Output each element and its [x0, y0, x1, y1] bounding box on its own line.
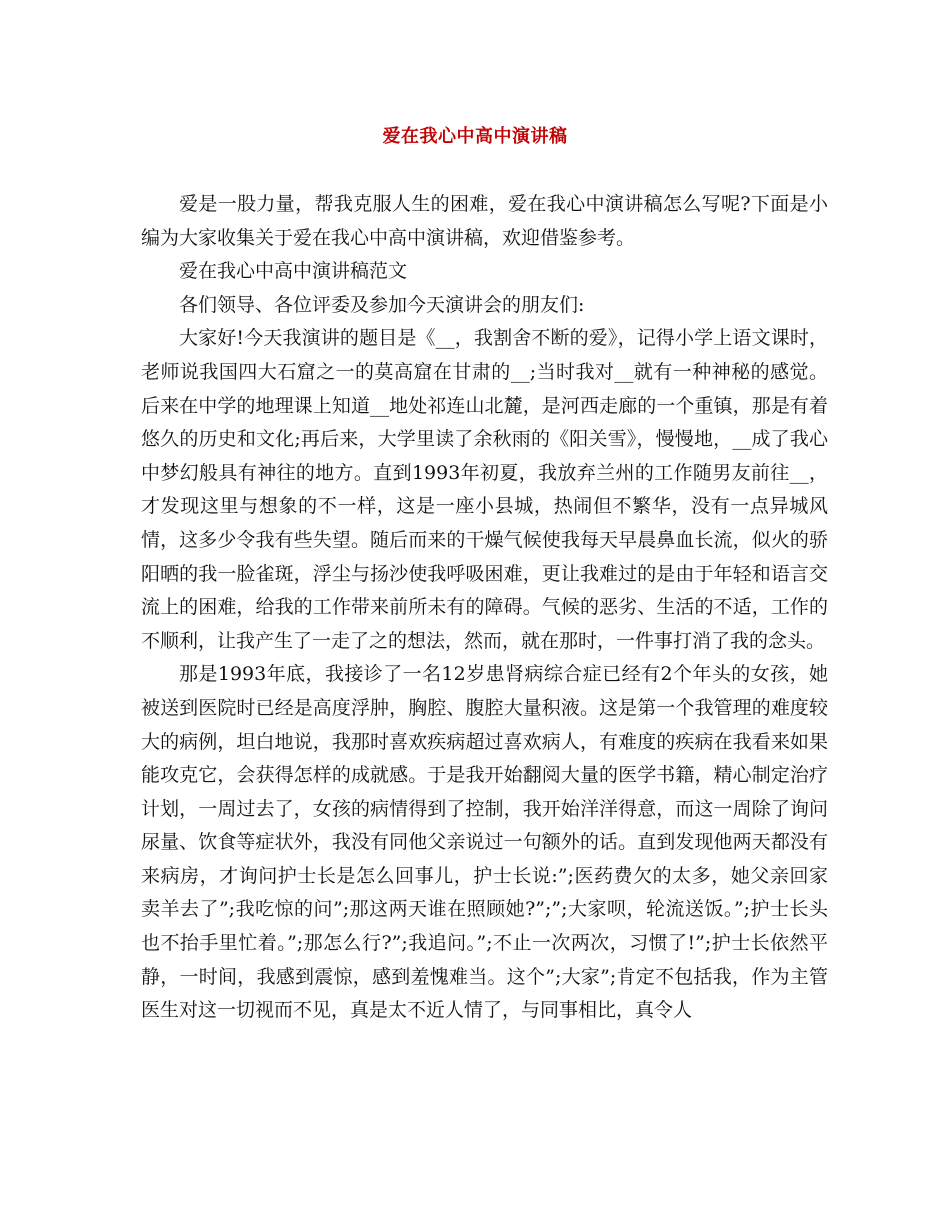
paragraph-subtitle: 爱在我心中高中演讲稿范文 — [179, 260, 408, 283]
paragraph-intro: 爱是一股力量，帮我克服人生的困难，爱在我心中演讲稿怎么写呢?下面是小编为大家收集关于爱在我心中高中演讲稿，欢迎借鉴参考。 — [141, 193, 828, 249]
document-title: 爱在我心中高中演讲稿 — [382, 126, 568, 147]
paragraph-salutation: 各们领导、各位评委及参加今天演讲会的朋友们: — [179, 293, 585, 316]
document-body — [141, 188, 828, 1028]
paragraph-body-1: 大家好!今天我演讲的题目是《__，我割舍不断的爱》，记得小学上语文课时，老师说我国四大石窟之一的莫高窟在甘肃的__;当时我对__就有一种神秘的感觉。后来在中学的地理课上知道__地处祁连山北麓，是河西走廊的一个重镇，那是有着悠久的历史和文化;再后来，大学里读了余秋雨的《阳关雪》，慢慢地，__成了我心中梦幻般具有神往的地方。直到1993年初夏，我放弃兰州的工作随男友前往__，才发现这里与想象的不一样，这是一座小县城，热闹但不繁华，没有一点异城风情，这多少令我有些失望。随后而来的干燥气候使我每天早晨鼻血长流，似火的骄阳晒的我一脸雀斑，浮尘与扬沙使我呼吸困难，更让我难过的是由于年轻和语言交流上的困难，给我的工作带来前所未有的障碍。气候的恶劣、生活的不适，工作的不顺利，让我产生了一走了之的想法，然而，就在那时，一件事打消了我的念头。 — [141, 327, 828, 652]
paragraph-body-2: 那是1993年底，我接诊了一名12岁患肾病综合症已经有2个年头的女孩，她被送到医院时已经是高度浮肿，胸腔、腹腔大量积液。这是第一个我管理的难度较大的病例，坦白地说，我那时喜欢疾病超过喜欢病人，有难度的疾病在我看来如果能攻克它，会获得怎样的成就感。于是我开始翻阅大量的医学书籍，精心制定治疗计划，一周过去了，女孩的病情得到了控制，我开始洋洋得意，而这一周除了询问尿量、饮食等症状外，我没有同他父亲说过一句额外的话。直到发现他两天都没有来病房，才询问护士长是怎么回事儿，护士长说:”;医药费欠的太多，她父亲回家卖羊去了”;我吃惊的问”;那这两天谁在照顾她?”;”;大家呗，轮流送饭。”;护士长头也不抬手里忙着。”;那怎么行?”;我追问。”;不止一次两次，习惯了!”;护士长依然平静，一时间，我感到震惊，感到羞愧难当。这个”;大家”;肯定不包括我，作为主管医生对这一切视而不见，真是太不近人情了，与同事相比，真令人 — [141, 663, 828, 1022]
